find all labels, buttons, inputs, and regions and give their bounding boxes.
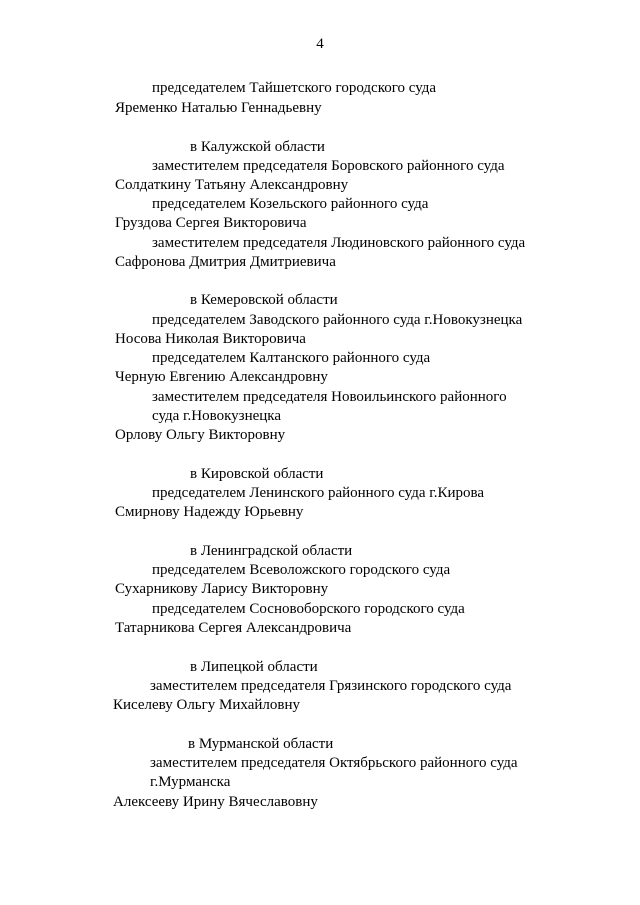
- person-name: Сафронова Дмитрия Дмитриевича: [115, 254, 336, 270]
- person-name: Солдаткину Татьяну Александровну: [115, 177, 349, 193]
- region-heading: в Калужской области: [190, 139, 325, 155]
- position-line: председателем Сосновоборского городского суда: [152, 601, 465, 617]
- person-name: Яременко Наталью Геннадьевну: [115, 100, 322, 116]
- position-line: председателем Калтанского районного суда: [152, 350, 431, 366]
- position-line: председателем Козельского районного суда: [152, 196, 429, 212]
- position-line: г.Мурманска: [150, 774, 231, 790]
- position-line: председателем Ленинского районного суда г.Кирова: [152, 485, 485, 501]
- position-line: председателем Тайшетского городского суда: [152, 80, 437, 96]
- region-heading: в Ленинградской области: [190, 543, 353, 559]
- position-line: заместителем председателя Боровского районного суда: [152, 158, 505, 174]
- region-heading: в Липецкой области: [190, 659, 318, 675]
- position-line: председателем Заводского районного суда г.Новокузнецка: [152, 312, 523, 328]
- position-line: заместителем председателя Октябрьского районного суда: [150, 755, 518, 771]
- region-heading: в Мурманской области: [188, 736, 334, 752]
- person-name: Татарникова Сергея Александровича: [115, 620, 352, 636]
- position-line: заместителем председателя Людиновского районного суда: [152, 235, 526, 251]
- person-name: Алексееву Ирину Вячеславовну: [113, 794, 318, 810]
- person-name: Киселеву Ольгу Михайловну: [113, 697, 301, 713]
- person-name: Смирнову Надежду Юрьевну: [115, 504, 304, 520]
- person-name: Орлову Ольгу Викторовну: [115, 427, 286, 443]
- position-line: заместителем председателя Новоильинского районного: [152, 389, 507, 405]
- person-name: Черную Евгению Александровну: [115, 369, 328, 385]
- region-heading: в Кировской области: [190, 466, 324, 482]
- position-line: заместителем председателя Грязинского городского суда: [150, 678, 512, 694]
- person-name: Носова Николая Викторовича: [115, 331, 306, 347]
- person-name: Груздова Сергея Викторовича: [115, 215, 307, 231]
- region-heading: в Кемеровской области: [190, 292, 338, 308]
- position-line: суда г.Новокузнецка: [152, 408, 282, 424]
- person-name: Сухарникову Ларису Викторовну: [115, 581, 329, 597]
- position-line: председателем Всеволожского городского суда: [152, 562, 451, 578]
- page-number: 4: [316, 36, 324, 52]
